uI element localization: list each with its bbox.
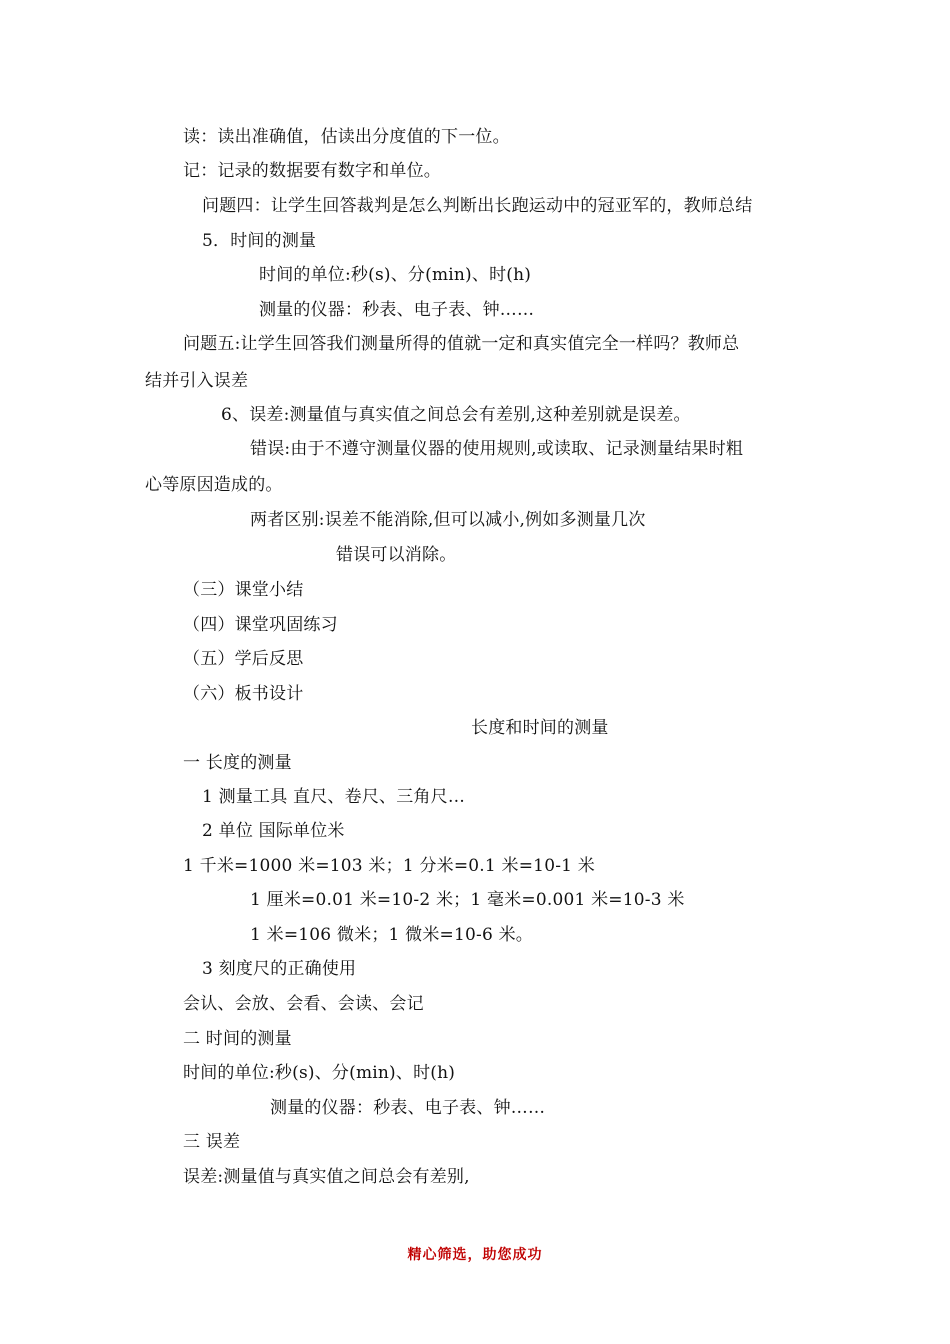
text-line: 2 单位 国际单位米 [202, 821, 345, 841]
text-line: 错误可以消除。 [336, 545, 457, 565]
section-heading: 5．时间的测量 [202, 231, 317, 251]
text-line: 时间的单位:秒(s)、分(min)、时(h) [183, 1063, 456, 1083]
section-heading: （四）课堂巩固练习 [183, 615, 338, 635]
text-line: 心等原因造成的。 [145, 475, 283, 495]
text-line: 1 测量工具 直尺、卷尺、三角尺… [202, 787, 466, 807]
text-line: 问题四：让学生回答裁判是怎么判断出长跑运动中的冠亚军的，教师总结 [202, 196, 753, 216]
text-line: 时间的单位:秒(s)、分(min)、时(h) [259, 265, 532, 285]
footer-slogan: 精心筛选，助您成功 [407, 1247, 543, 1263]
text-line: 测量的仪器：秒表、电子表、钟…… [259, 300, 535, 320]
board-heading: 二 时间的测量 [183, 1029, 292, 1049]
text-line: 结并引入误差 [145, 371, 249, 391]
text-line: 两者区别:误差不能消除,但可以减小,例如多测量几次 [250, 510, 646, 530]
text-line: 记：记录的数据要有数字和单位。 [183, 161, 441, 181]
board-heading: 一 长度的测量 [183, 753, 292, 773]
section-heading: （五）学后反思 [183, 649, 304, 669]
section-heading: 6、误差:测量值与真实值之间总会有差别,这种差别就是误差。 [221, 405, 691, 425]
text-line: 错误:由于不遵守测量仪器的使用规则,或读取、记录测量结果时粗 [250, 439, 744, 459]
text-line: 问题五:让学生回答我们测量所得的值就一定和真实值完全一样吗？教师总 [183, 334, 740, 354]
section-heading: （三）课堂小结 [183, 580, 304, 600]
text-line: 1 千米=1000 米=103 米；1 分米=0.1 米=10-1 米 [183, 856, 595, 876]
section-heading: （六）板书设计 [183, 684, 304, 704]
text-line: 读：读出准确值，估读出分度值的下一位。 [183, 127, 510, 147]
text-line: 3 刻度尺的正确使用 [202, 959, 357, 979]
text-line: 测量的仪器：秒表、电子表、钟…… [270, 1098, 546, 1118]
text-line: 误差:测量值与真实值之间总会有差别, [183, 1167, 470, 1187]
text-line: 1 米=106 微米；1 微米=10-6 米。 [250, 925, 533, 945]
text-line: 会认、会放、会看、会读、会记 [183, 994, 424, 1014]
text-line: 1 厘米=0.01 米=10-2 米；1 毫米=0.001 米=10-3 米 [250, 890, 685, 910]
board-title: 长度和时间的测量 [471, 718, 609, 738]
board-heading: 三 误差 [183, 1132, 241, 1152]
